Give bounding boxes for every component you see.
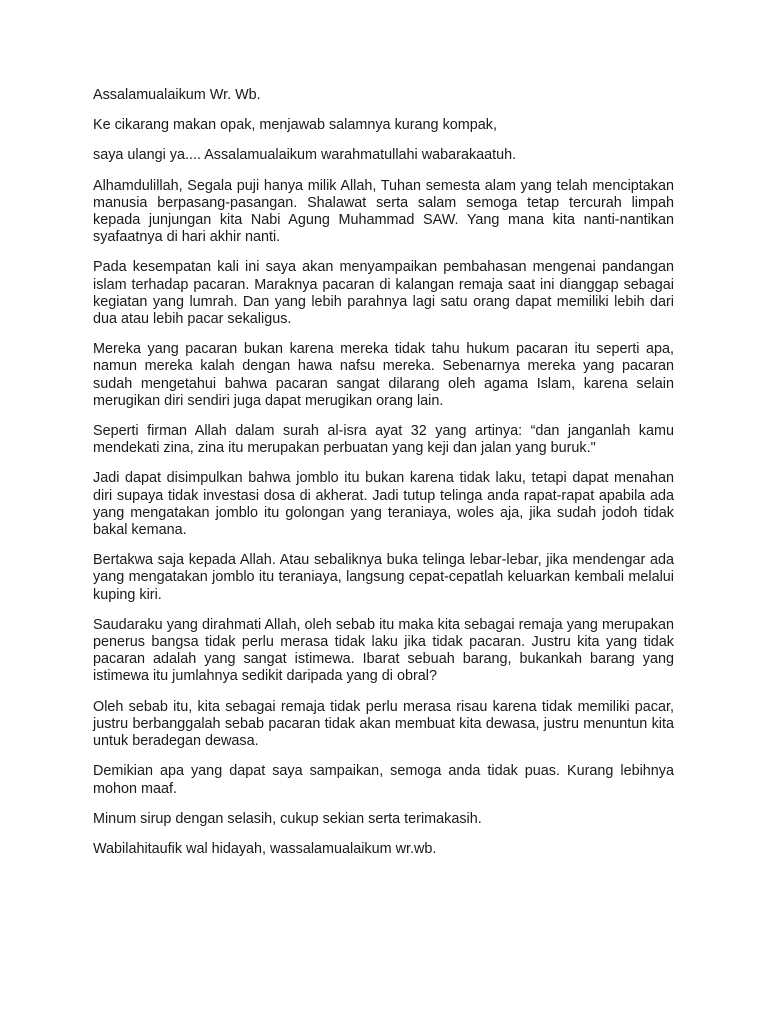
body-paragraph: Mereka yang pacaran bukan karena mereka tidak tahu hukum pacaran itu seperti apa, namun mereka kalah dengan hawa nafsu mereka. Sebenarnya mereka yang pacaran sudah mengetahui bahwa pacaran sangat dilarang oleh agama Islam, karena selain merugikan diri sendiri juga dapat merugikan orang lain. (93, 341, 674, 409)
farewell-paragraph: Wabilahitaufik wal hidayah, wassalamualaikum wr.wb. (93, 840, 437, 857)
body-paragraph: Jadi dapat disimpulkan bahwa jomblo itu bukan karena tidak laku, tetapi dapat menahan diri supaya tidak investasi dosa di akherat. Jadi tutup telinga anda rapat-rapat apabila ada yang mengatakan jomblo itu golongan yang teraniaya, woles aja, jika sudah jodoh tidak bakal kemana. (93, 470, 674, 539)
quran-quote-paragraph: Seperti firman Allah dalam surah al-isra ayat 32 yang artinya: “dan janganlah kamu mendekati zina, zina itu merupakan perbuatan yang keji dan jalan yang buruk." (93, 423, 674, 457)
closing-paragraph: Demikian apa yang dapat saya sampaikan, semoga anda tidak puas. Kurang lebihnya mohon maaf. (93, 763, 674, 797)
pantun-closing-paragraph: Minum sirup dengan selasih, cukup sekian serta terimakasih. (93, 810, 482, 827)
document-page (93, 87, 674, 871)
greeting-paragraph: Assalamualaikum Wr. Wb. (93, 87, 261, 103)
body-paragraph: Bertakwa saja kepada Allah. Atau sebaliknya buka telinga lebar-lebar, jika mendengar ada yang mengatakan jomblo itu teraniaya, langsung cepat-cepatlah keluarkan kembali melalui kuping kiri. (93, 552, 674, 603)
pantun-opening-paragraph: Ke cikarang makan opak, menjawab salamnya kurang kompak, (93, 117, 497, 134)
topic-intro-paragraph: Pada kesempatan kali ini saya akan menyampaikan pembahasan mengenai pandangan islam terhadap pacaran. Maraknya pacaran di kalangan remaja saat ini dianggap sebagai kegiatan yang lumrah. Dan yang lebih parahnya lagi satu orang dapat memiliki lebih dari dua atau lebih pacar sekaligus. (93, 259, 674, 328)
body-paragraph: Oleh sebab itu, kita sebagai remaja tidak perlu merasa risau karena tidak memiliki pacar, justru berbanggalah sebab pacaran tidak akan membuat kita dewasa, justru menuntun kita untuk beradegan dewasa. (93, 698, 674, 750)
body-paragraph: Saudaraku yang dirahmati Allah, oleh sebab itu maka kita sebagai remaja yang merupakan penerus bangsa tidak perlu merasa tidak laku jika tidak pacaran. Justru kita yang tidak pacaran adalah yang sangat istimewa. Ibarat sebuah barang, bukankah barang yang istimewa itu jumlahnya sedikit daripada yang di obral? (93, 616, 674, 685)
full-greeting-paragraph: saya ulangi ya.... Assalamualaikum warahmatullahi wabarakaatuh. (93, 147, 517, 164)
praise-paragraph: Alhamdulillah, Segala puji hanya milik Allah, Tuhan semesta alam yang telah menciptakan manusia berpasang-pasangan. Shalawat serta salam semoga tetap tercurah limpah kepada junjungan kita Nabi Agung Muhammad SAW. Yang mana kita nanti-nantikan syafaatnya di hari akhir nanti. (93, 177, 674, 246)
